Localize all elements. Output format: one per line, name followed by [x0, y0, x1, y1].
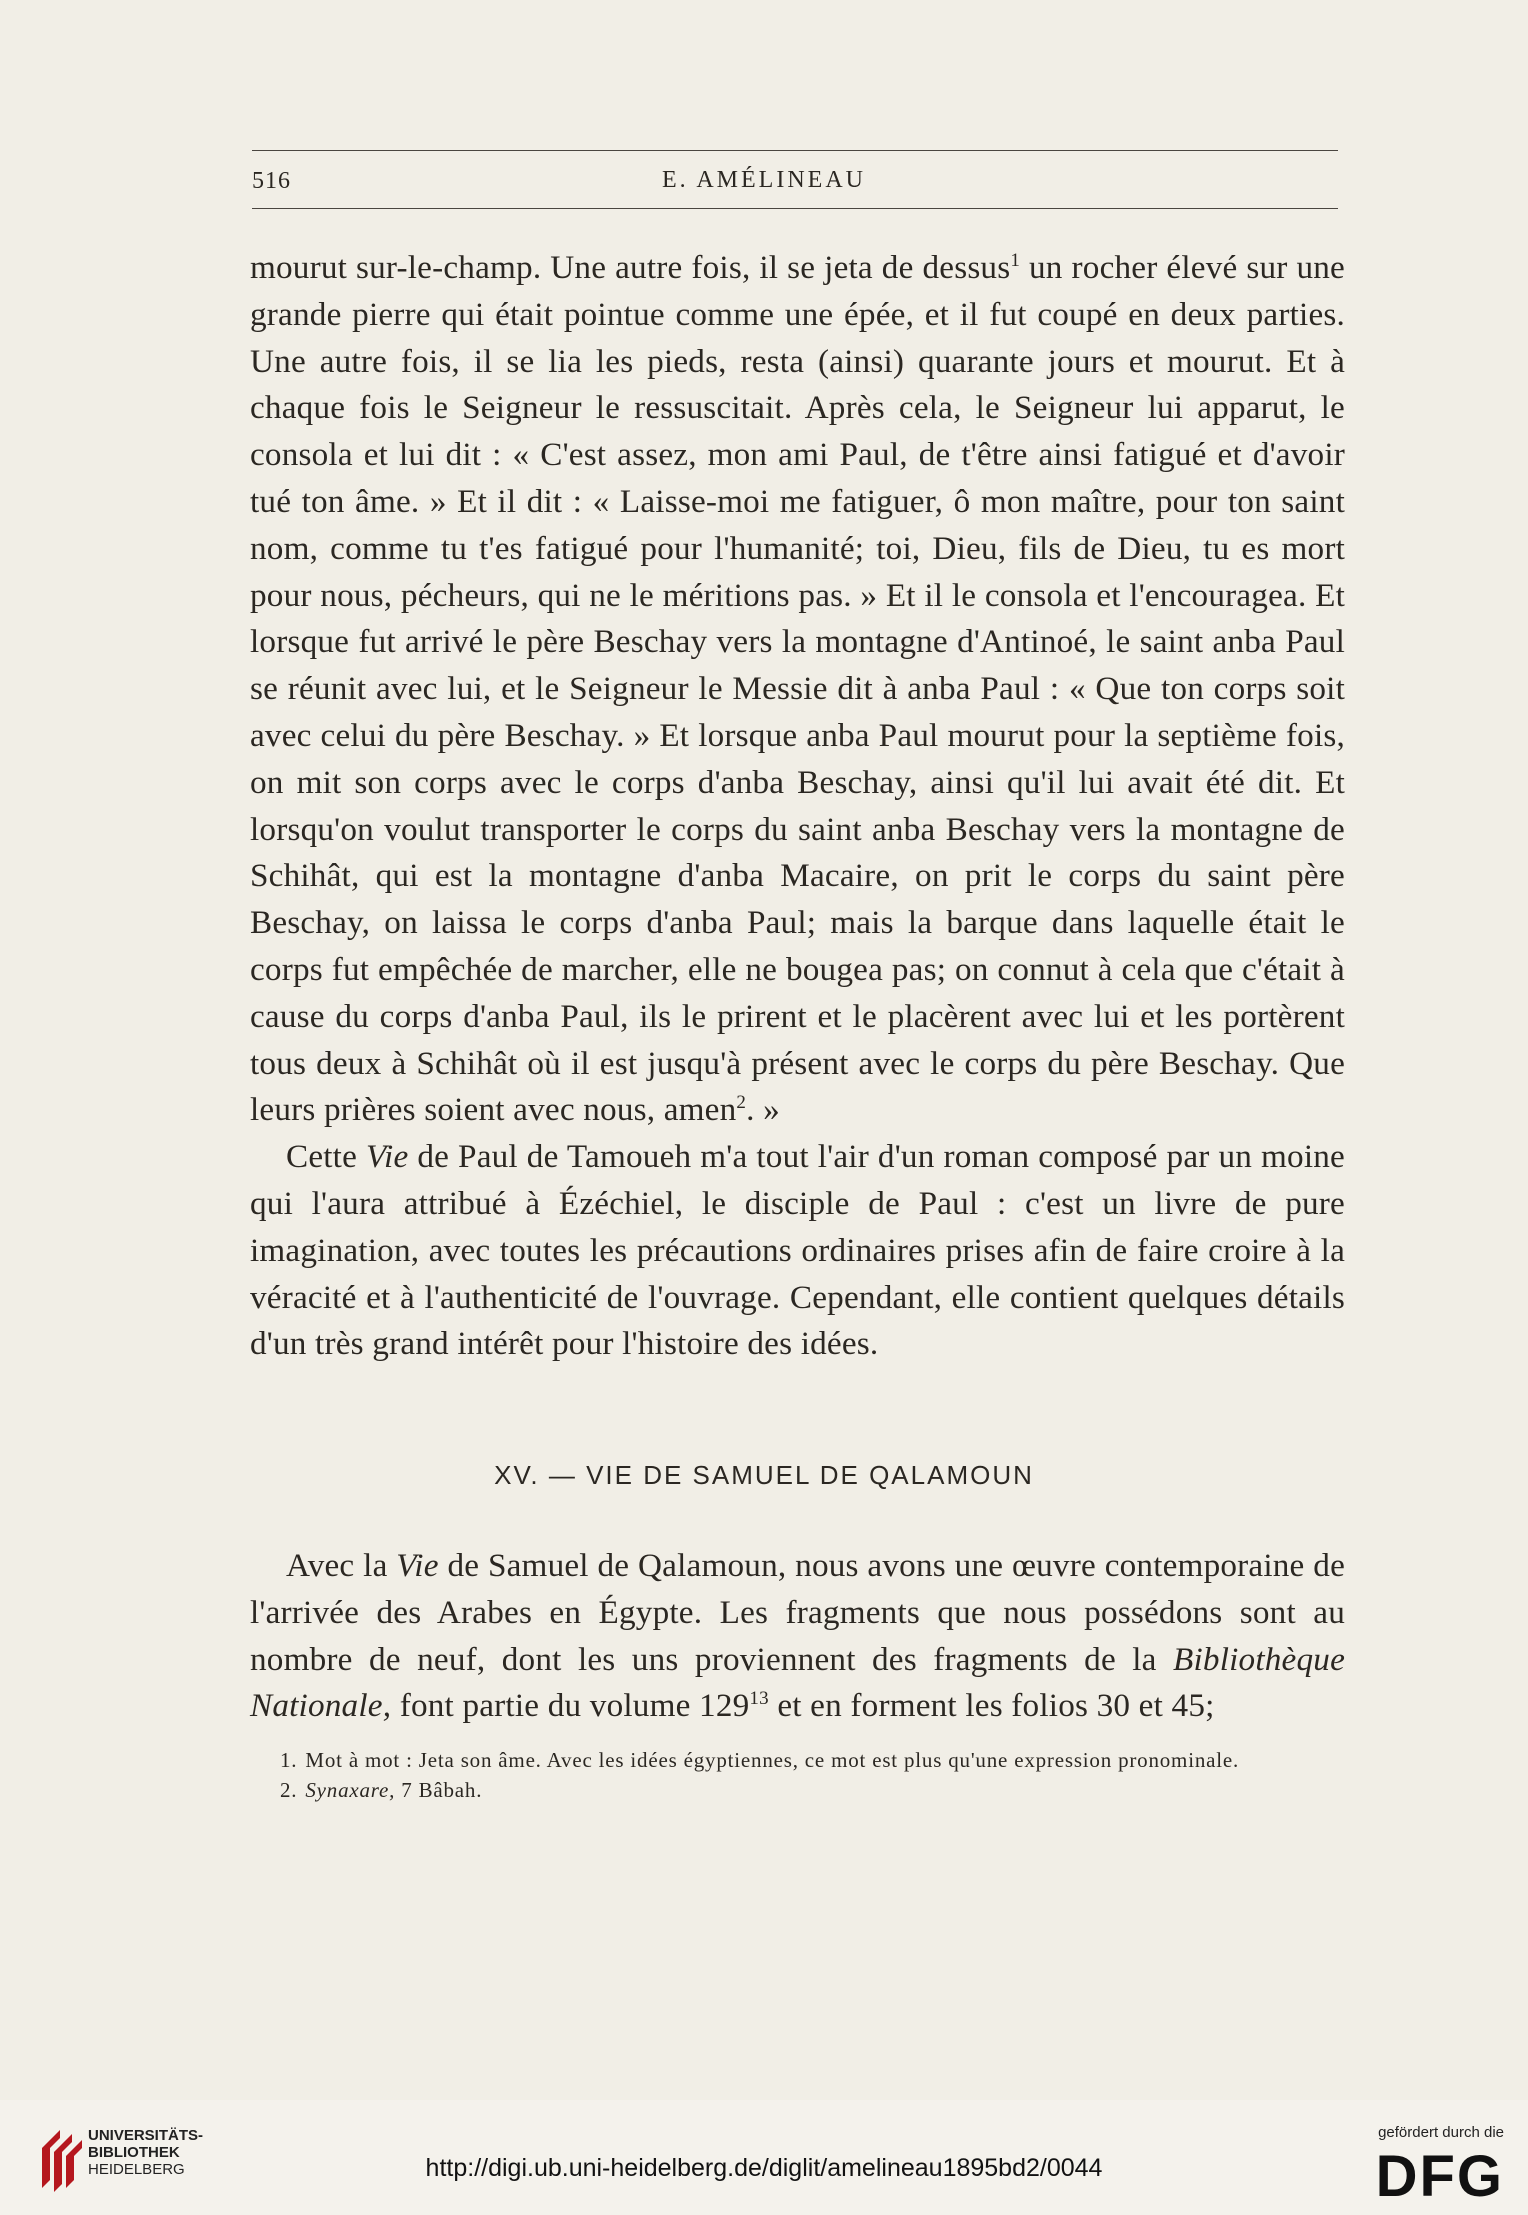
- paragraph-2-italic: Vie: [366, 1138, 409, 1176]
- paragraph-3-text-a: Avec la: [286, 1547, 397, 1584]
- footnote-1-text: Mot à mot : Jeta son âme. Avec les idées égyptiennes, ce mot est plus qu'une expression pronominale.: [305, 1748, 1240, 1772]
- header-rule-top: [252, 150, 1338, 151]
- paragraph-2-text-a: Cette: [286, 1138, 367, 1176]
- footnote-ref-1: 1: [1010, 249, 1021, 271]
- paragraph-1: [250, 245, 1345, 1134]
- paragraph-2-text-b: de Paul de Tamoueh m'a tout l'air d'un roman composé par un moine qui l'aura attribué à Ézéchiel, le disciple de Paul : c'est un livre de pure imagination, avec toutes les précautions ordinaires prises afin de faire croire à la véracité et à l'authenticité de l'ouvrage. Cependant, elle contient quelques détails d'un très grand intérêt pour l'histoire des idées.: [250, 1138, 1345, 1363]
- dfg-logo-text: DFG: [1375, 2148, 1504, 2200]
- footnote-2-number: 2.: [280, 1778, 298, 1802]
- funded-by-label: gefördert durch die: [1378, 2124, 1504, 2141]
- paragraph-3: [250, 1543, 1345, 1730]
- volume-superscript: 13: [749, 1688, 769, 1710]
- paragraph-3-text-d: et en forment les folios 30 et 45;: [768, 1687, 1215, 1725]
- paragraph-3-italic-b: Bibliothèque Nationale,: [250, 1640, 1345, 1725]
- footnote-1-number: 1.: [280, 1748, 298, 1772]
- paragraph-1-text-a: mourut sur-le-champ. Une autre fois, il se jeta de dessus: [250, 249, 1011, 286]
- page-number: 516: [252, 168, 291, 194]
- dfg-logo-icon: [1354, 2148, 1504, 2200]
- footnote-ref-2: 2: [736, 1092, 747, 1114]
- footnote-2-text: 7 Bâbah.: [395, 1778, 483, 1802]
- section-text: [250, 1543, 1345, 1730]
- footnotes: [250, 1745, 1345, 1805]
- footnote-1: [250, 1745, 1345, 1775]
- paragraph-1-text-b: un rocher élevé sur une grande pierre qui était pointue comme une épée, et il fut coupé en deux parties. Une autre fois, il se lia les pieds, resta (ainsi) quarante jours et mourut. Et à chaque fois le Seigneur le ressuscitait. Après cela, le Seigneur lui apparut, le consola et lui dit : « C'est assez, mon ami Paul, de t'être ainsi fatigué et d'avoir tué ton âme. » Et il dit : « Laisse-moi me fatiguer, ô mon maître, pour ton saint nom, comme tu t'es fatigué pour l'humanité; toi, Dieu, fils de Dieu, tu es mort pour nous, pécheurs, qui ne le méritions pas. » Et il le consola et l'encouragea. Et lorsque fut arrivé le père Beschay vers la montagne d'Antinoé, le saint anba Paul se réunit avec lui, et le Seigneur le Messie dit à anba Paul : « Que ton corps soit avec celui du père Beschay. » Et lorsque anba Paul mourut pour la septième fois, on mit son corps avec le corps d'anba Beschay, ainsi qu'il lui avait été dit. Et lorsqu'on voulut transporter le corps du saint anba Beschay vers la montagne de Schihât, qui est la montagne d'anba Macaire, on prit le corps du saint père Beschay, on laissa le corps d'anba Paul; mais la barque dans laquelle était le corps fut empêchée de marcher, elle ne bougea pas; on connut à cela que c'était à cause du corps d'anba Paul, ils le prirent et le placèrent avec lui et les portèrent tous deux à Schihât où il est jusqu'à présent avec le corps du père Beschay. Que leurs prières soient avec nous, amen: [250, 249, 1345, 1129]
- main-text: [250, 245, 1345, 1368]
- institution-line-1: UNIVERSITÄTS-: [88, 2127, 204, 2144]
- paragraph-1-text-c: . »: [746, 1091, 780, 1129]
- institution-line-3: HEIDELBERG: [88, 2161, 185, 2178]
- running-head: E. AMÉLINEAU: [662, 167, 866, 193]
- paragraph-2: [250, 1134, 1345, 1368]
- paragraph-3-text-c: font partie du volume 129: [391, 1687, 750, 1725]
- footnote-2: [250, 1775, 1345, 1805]
- paragraph-3-italic-a: Vie: [396, 1547, 439, 1584]
- source-url-link[interactable]: http://digi.ub.uni-heidelberg.de/diglit/amelineau1895bd2/0044: [425, 2154, 1103, 2182]
- paragraph-3-text-b: de Samuel de Qalamoun, nous avons une œuvre contemporaine de l'arrivée des Arabes en Égypte. Les fragments que nous possédons sont au nombre de neuf, dont les uns proviennent des fragments de la: [250, 1547, 1345, 1678]
- footnote-2-italic: Synaxare,: [305, 1778, 396, 1802]
- header-rule-bottom: [252, 208, 1338, 209]
- institution-line-2: BIBLIOTHEK: [88, 2144, 180, 2161]
- section-heading: XV. — VIE DE SAMUEL DE QALAMOUN: [494, 1460, 1034, 1490]
